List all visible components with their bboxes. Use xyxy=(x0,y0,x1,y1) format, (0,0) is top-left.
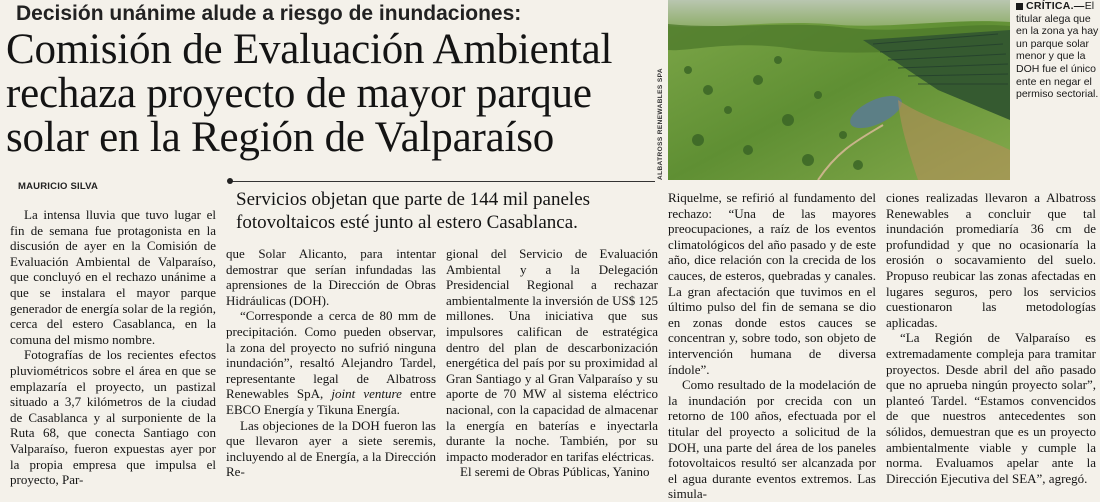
photo-caption xyxy=(1016,0,1100,101)
paragraph: que Solar Alicanto, para intentar demostrar que serían infundadas las aprensiones de la Dirección de Obras Hidráulicas (DOH). xyxy=(226,246,436,308)
landscape-image xyxy=(668,0,1010,180)
paragraph xyxy=(226,308,436,417)
caption-text: El titular alega que en la zona ya hay un parque solar menor y que la DOH fue el único ente en negar el permiso sectorial. xyxy=(1016,0,1099,101)
aerial-photo xyxy=(668,0,1010,180)
subhead-bullet xyxy=(227,178,233,184)
paragraph: El seremi de Obras Públicas, Yanino xyxy=(460,464,650,480)
paragraph: ciones realizadas llevaron a Albatross Renewables a concluir que tal inundación promediaría 36 cm de profundidad y que no ocasionaría la erosión o socavamiento del suelo. Propuso reubicar las zonas afectadas en lugares seguros, pero los servicios cuestionaron las metodologías aplicadas. xyxy=(886,190,1096,330)
kicker: Decisión unánime alude a riesgo de inundaciones: xyxy=(16,2,522,25)
paragraph: Como resultado de la modelación de la inundación por crecida con un retorno de 100 años, efectuada por el titular del proyecto a solicitud de la DOH, una parte del área de los paneles fotovoltaicos resultó ser alcanzada por el agua durante eventos extremos. Las simula- xyxy=(668,377,876,502)
paragraph: “La Región de Valparaíso es extremadamente compleja para tramitar proyectos. Desde abril del año pasado que no aprueba ningún proyecto solar”, planteó Tardel. “Estamos convencidos de que nuestros antecedentes son sólidos, demuestran que es un proyecto ambientalmente viable y cumple la norma. Evaluamos apelar ante la Dirección Ejecutiva del SEA”, agregó. xyxy=(886,330,1096,486)
paragraph: Riquelme, se refirió al fundamento del rechazo: “Una de las mayores preocupaciones, a raíz de los eventos climatológicos del año pasado y de este año, dice relación con la crecida de los cauces, de esteros, quebradas y canales. La gran afectación que tuvimos en el último pulso del fin de semana se dio en zonas donde estos cauces se concentran y, sobre todo, son objeto de intervención humana de diversa índole”. xyxy=(668,190,876,377)
quote-text: “Corresponde a cerca de 80 mm de precipitación. Como pueden observar, la zona del proyecto no sufrió ninguna inundación”, resaltó Alejandro Tardel, representante legal de Albatross Renewables SpA, xyxy=(226,308,436,402)
subhead: Servicios objetan que parte de 144 mil paneles fotovoltaicos esté junto al estero Casablanca. xyxy=(236,189,591,233)
headline: Comisión de Evaluación Ambiental rechaza proyecto de mayor parque solar en la Región de Valparaíso xyxy=(6,26,613,161)
quote-text-end: entre EBCO Energía y Tikuna Energía. xyxy=(226,386,436,417)
italic-term: joint venture xyxy=(331,386,402,402)
subhead-rule xyxy=(230,181,655,182)
paragraph: gional del Servicio de Evaluación Ambiental y a la Delegación Presidencial Regional a rechazar ambientalmente la inversión de US$ 125 millones. Una iniciativa que sus impulsores califican de estratégica dentro del plan de descarbonización energética del país por su proximidad al Gran Santiago y al Gran Valparaíso y su aporte de 70 MW al sistema eléctrico nacional, con la capacidad de almacenar la energía en baterías e inyectarla durante la noche. También, por su impacto moderador en tarifas eléctricas. xyxy=(446,246,658,464)
article-column-3 xyxy=(446,246,658,480)
article-column-4 xyxy=(668,190,876,502)
paragraph: Las objeciones de la DOH fueron las que llevaron ayer a siete seremis, incluyendo al de Energía, a la Dirección Re- xyxy=(226,417,436,480)
caption-bullet-icon xyxy=(1016,3,1023,10)
photo-credit: ALBATROSS RENEWABLES SPA xyxy=(657,68,664,180)
article-column-1 xyxy=(10,207,216,488)
byline: MAURICIO SILVA xyxy=(18,181,99,192)
paragraph: Fotografías de los recientes efectos pluviométricos sobre el área en que se emplazaría el proyecto, un pastizal situado a 3,7 kilómetros de la ciudad de Casablanca y al surponiente de la Ruta 68, que conecta Santiago con Valparaíso, fueron expuestas ayer por la propia empresa que impulsa el proyecto, Par- xyxy=(10,347,216,488)
paragraph: La intensa lluvia que tuvo lugar el fin de semana fue protagonista en la discusión de ayer en la Comisión de Evaluación Ambiental de Valparaíso, que concluyó en el rechazo unánime a que se instalara el mayor parque generador de energía solar de la región, cerca del estero Casablanca, en la comuna del mismo nombre. xyxy=(10,207,216,347)
article-column-2 xyxy=(226,246,436,480)
caption-label: CRÍTICA.— xyxy=(1026,0,1085,12)
